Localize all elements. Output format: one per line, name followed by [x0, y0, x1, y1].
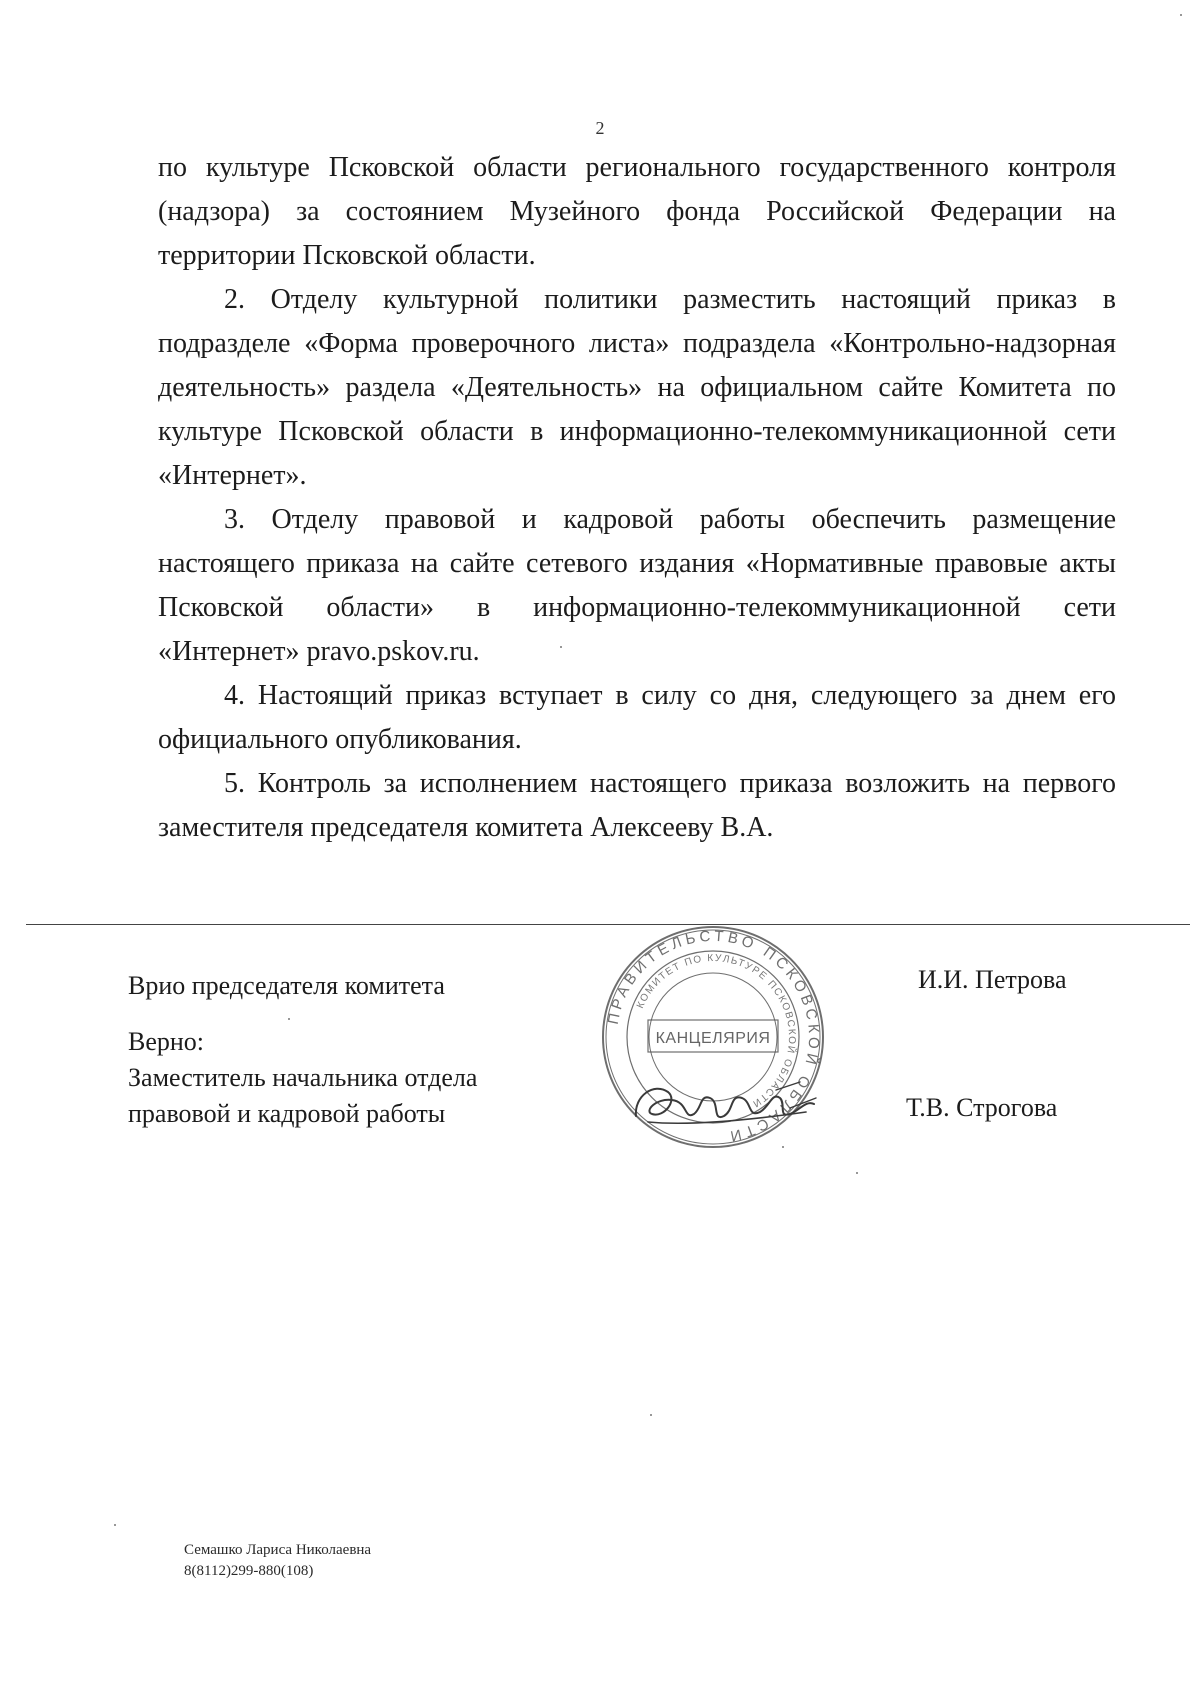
stamp-center-label: КАНЦЕЛЯРИЯ: [655, 1030, 771, 1047]
paragraph-item-4: 4. Настоящий приказ вступает в силу со дня, следующего за днем его официального опубликования.: [158, 680, 1116, 755]
verifier-position-line-2: правовой и кадровой работы: [128, 1099, 446, 1128]
scan-speck: [650, 1414, 652, 1416]
page-number: 2: [595, 118, 605, 138]
paragraph-continuation: по культуре Псковской области регионального государственного контроля (надзора) за состоянием Музейного фонда Российской Федерации на территории Псковской области.: [158, 152, 1116, 271]
scan-speck: [782, 1146, 784, 1148]
verifier-name: Т.В. Строгова: [906, 1093, 1058, 1122]
executor-phone: 8(8112)299-880(108): [184, 1563, 314, 1579]
handwritten-signature: [630, 1068, 820, 1138]
stamp-outer-text: ПРАВИТЕЛЬСТВО ПСКОВСКОЙ ОБЛАСТИ: [604, 927, 823, 1146]
scan-speck: [856, 1172, 858, 1174]
paragraph-item-3: 3. Отделу правовой и кадровой работы обеспечить размещение настоящего приказа на сайте сетевого издания «Нормативные правовые акты Псковской области» в информационно-телекоммуникационной сети «Интернет» pravo.pskov.ru.: [158, 504, 1116, 667]
stamp-inner-text: КОМИТЕТ ПО КУЛЬТУРЕ ПСКОВСКОЙ ОБЛАСТИ: [634, 952, 798, 1110]
scan-speck: [288, 1018, 290, 1020]
document-body: [158, 146, 1116, 850]
signatory-name: И.И. Петрова: [918, 965, 1067, 994]
scan-speck: [114, 1524, 116, 1526]
verifier-position-line-1: Заместитель начальника отдела: [128, 1063, 478, 1092]
verified-label: Верно:: [128, 1027, 205, 1056]
signatory-position: Врио председателя комитета: [128, 971, 445, 1000]
executor-name: Семашко Лариса Николаевна: [184, 1542, 372, 1558]
scan-speck: [560, 646, 562, 648]
scan-speck: [1180, 14, 1182, 16]
paragraph-item-5: 5. Контроль за исполнением настоящего приказа возложить на первого заместителя председателя комитета Алексееву В.А.: [158, 768, 1116, 843]
paragraph-item-2: 2. Отделу культурной политики разместить настоящий приказ в подразделе «Форма проверочного листа» подраздела «Контрольно-надзорная деятельность» раздела «Деятельность» на официальном сайте Комитета по культуре Псковской области в информационно-телекоммуникационной сети «Интернет».: [158, 284, 1116, 491]
